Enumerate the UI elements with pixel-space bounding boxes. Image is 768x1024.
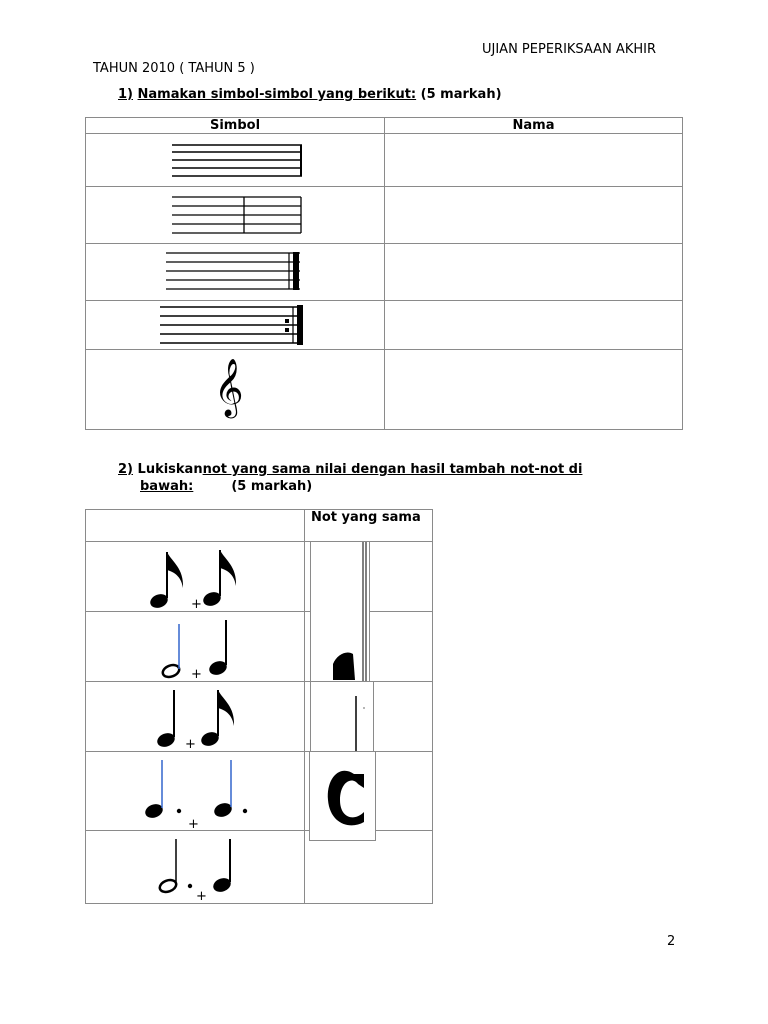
q1-title: Namakan simbol-simbol yang berikut: <box>137 87 417 102</box>
q1-col-symbol: Simbol <box>86 118 385 134</box>
q1-row-3 <box>86 244 683 301</box>
crotchet-plus-quaver <box>86 682 304 752</box>
plus-sign: + <box>191 667 202 682</box>
q1-marks: (5 markah) <box>420 87 502 102</box>
symbol-cell <box>86 301 385 350</box>
staff-symbol <box>164 138 324 188</box>
notes-cell <box>86 682 305 752</box>
bar-line-symbol <box>164 193 324 243</box>
answer-cell[interactable] <box>305 831 433 904</box>
q1-row-1 <box>86 134 683 187</box>
minim-fragment-drawing <box>311 542 369 682</box>
minim-head <box>161 663 181 679</box>
dot <box>243 809 247 813</box>
answer-cell[interactable] <box>385 134 683 187</box>
dotted-crotchet-plus-dotted-crotchet <box>86 752 304 831</box>
quaver-flag <box>218 690 234 726</box>
answer-option-common-time-fragment[interactable] <box>309 751 376 841</box>
plus-sign: + <box>196 889 207 904</box>
page-number: 2 <box>667 934 676 949</box>
plus-sign: + <box>185 737 196 752</box>
quaver-flag <box>220 550 236 586</box>
q2-row-4 <box>86 752 433 831</box>
answer-cell[interactable] <box>385 301 683 350</box>
q2-title-b: not yang sama nilai dengan hasil tambah not-not di <box>202 462 583 477</box>
q2-row-1 <box>86 542 433 612</box>
double-bar-line-symbol <box>164 249 324 299</box>
q2-row-5 <box>86 831 433 904</box>
q2-title-c: bawah: <box>140 479 194 494</box>
q2-table <box>85 509 433 904</box>
notes-cell <box>86 752 305 831</box>
q2-title-a: Lukiskan <box>137 462 203 477</box>
minim-plus-crotchet <box>86 612 304 682</box>
year-label: TAHUN 2010 ( TAHUN 5 ) <box>93 61 255 76</box>
symbol-cell <box>86 134 385 187</box>
answer-cell[interactable] <box>385 244 683 301</box>
q1-number: 1) <box>118 87 133 102</box>
q2-row-3 <box>86 682 433 752</box>
notes-cell <box>86 612 305 682</box>
exam-title: UJIAN PEPERIKSAAN AKHIR <box>482 42 656 57</box>
notes-cell <box>86 831 305 904</box>
q2-row-2 <box>86 612 433 682</box>
stem-fragment-drawing <box>311 682 373 752</box>
common-time-drawing <box>310 752 375 840</box>
q2-col-answer: Not yang sama <box>305 510 433 542</box>
repeat-sign-symbol <box>158 303 318 353</box>
q1-row-5 <box>86 350 683 430</box>
answer-cell[interactable] <box>385 350 683 430</box>
plus-sign: + <box>191 597 202 612</box>
q1-heading <box>118 87 502 102</box>
symbol-cell <box>86 244 385 301</box>
notes-cell <box>86 542 305 612</box>
q1-col-name: Nama <box>385 118 683 134</box>
q2-heading <box>118 461 658 478</box>
q2-marks: (5 markah) <box>231 479 313 494</box>
answer-option-minim-fragment[interactable] <box>310 541 370 683</box>
symbol-cell <box>86 350 385 430</box>
answer-option-stem-fragment[interactable] <box>310 681 374 753</box>
quaver-flag <box>167 552 183 588</box>
minim-head <box>158 878 178 894</box>
q2-heading-line2 <box>140 479 312 494</box>
symbol-cell <box>86 187 385 244</box>
treble-clef-symbol: 𝄞 <box>214 358 244 416</box>
q2-number: 2) <box>118 462 133 477</box>
q1-row-4 <box>86 301 683 350</box>
q1-table <box>85 117 683 430</box>
q1-row-2 <box>86 187 683 244</box>
plus-sign: + <box>188 817 199 832</box>
dot <box>177 809 181 813</box>
dotted-minim-plus-crotchet <box>86 831 304 904</box>
answer-cell[interactable] <box>385 187 683 244</box>
quaver-plus-quaver <box>86 542 304 612</box>
dot <box>188 884 192 888</box>
q2-header-blank <box>86 510 305 542</box>
